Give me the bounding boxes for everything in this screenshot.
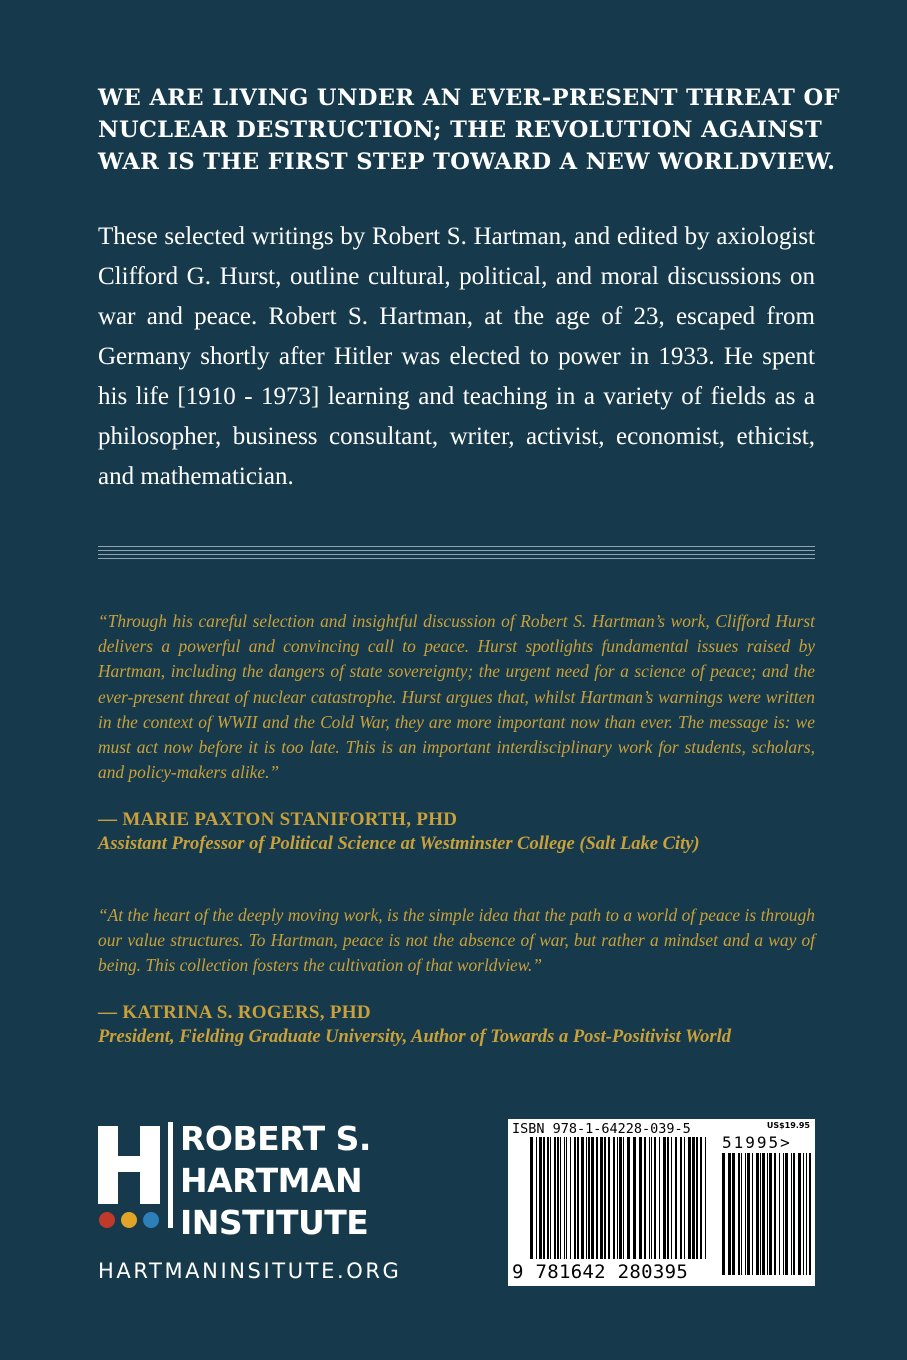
endorsement-author: — KATRINA S. ROGERS, PHD [98, 1002, 371, 1023]
endorsement-author: — MARIE PAXTON STANIFORTH, PHD [98, 809, 458, 830]
section-divider [98, 546, 815, 560]
headline-line: WE ARE LIVING UNDER AN EVER-PRESENT THREAT OF [98, 85, 840, 111]
headline [98, 82, 840, 178]
endorsement-quote: “Through his careful selection and insightful discussion of Robert S. Hartman’s work, Clifford Hurst delivers a powerful and convincing call to peace. Hurst spotlights fundamental issues raised by Hartman, including the dangers of state sovereignty; the urgent need for a science of peace; and the ever-present threat of nuclear catastrophe. Hurst argues that, whilst Hartman’s warnings were written in the context of WWII and the Cold War, they are more important now than ever. The message is: we must act now before it is too late. This is an important interdisciplinary work for students, scholars, and policy-makers alike.” [98, 611, 815, 783]
endorsement-author-title: President, Fielding Graduate University, Author of Towards a Post-Positivist World [98, 1027, 732, 1047]
isbn-barcode [508, 1119, 815, 1286]
colored-dots-icon [98, 1210, 160, 1230]
isbn-label: ISBN 978-1-64228-039-5 [512, 1121, 691, 1137]
addon-digits: 51995> [722, 1133, 792, 1152]
logo-divider [168, 1122, 173, 1228]
book-description: These selected writings by Robert S. Hartman, and edited by axiologist Clifford G. Hurst, outline cultural, political, and moral discussions on war and peace. Robert S. Hartman, at the age of 23, escaped from Germany shortly after Hitler was elected to power in 1933. He spent his life [1910 - 1973] learning and teaching in a variety of fields as a philosopher, business consultant, writer, activist, economist, ethicist, and mathematician. [98, 223, 815, 490]
ean-digits: 9 781642 280395 [512, 1261, 689, 1283]
hartman-institute-logo [98, 1119, 371, 1242]
headline-line: NUCLEAR DESTRUCTION; THE REVOLUTION AGAINST [98, 117, 823, 143]
endorsement-author-title: Assistant Professor of Political Science at Westminster College (Salt Lake City) [98, 834, 700, 854]
h-monogram-icon [98, 1126, 160, 1204]
logo-line: HARTMAN [180, 1161, 363, 1200]
logo-wordmark [180, 1118, 371, 1244]
endorsement-quote: “At the heart of the deeply moving work, is the simple idea that the path to a world of peace is through our value structures. To Hartman, peace is not the absence of war, but rather a mindset and a way of being. This collection fosters the cultivation of that worldview.” [98, 905, 815, 976]
price-label: US$19.95 [766, 1121, 810, 1130]
logo-line: INSTITUTE [180, 1203, 369, 1242]
website-url: HARTMANINSITUTE.ORG [98, 1259, 402, 1283]
logo-line: ROBERT S. [180, 1119, 371, 1158]
headline-line: WAR IS THE FIRST STEP TOWARD A NEW WORLDVIEW. [98, 149, 836, 175]
